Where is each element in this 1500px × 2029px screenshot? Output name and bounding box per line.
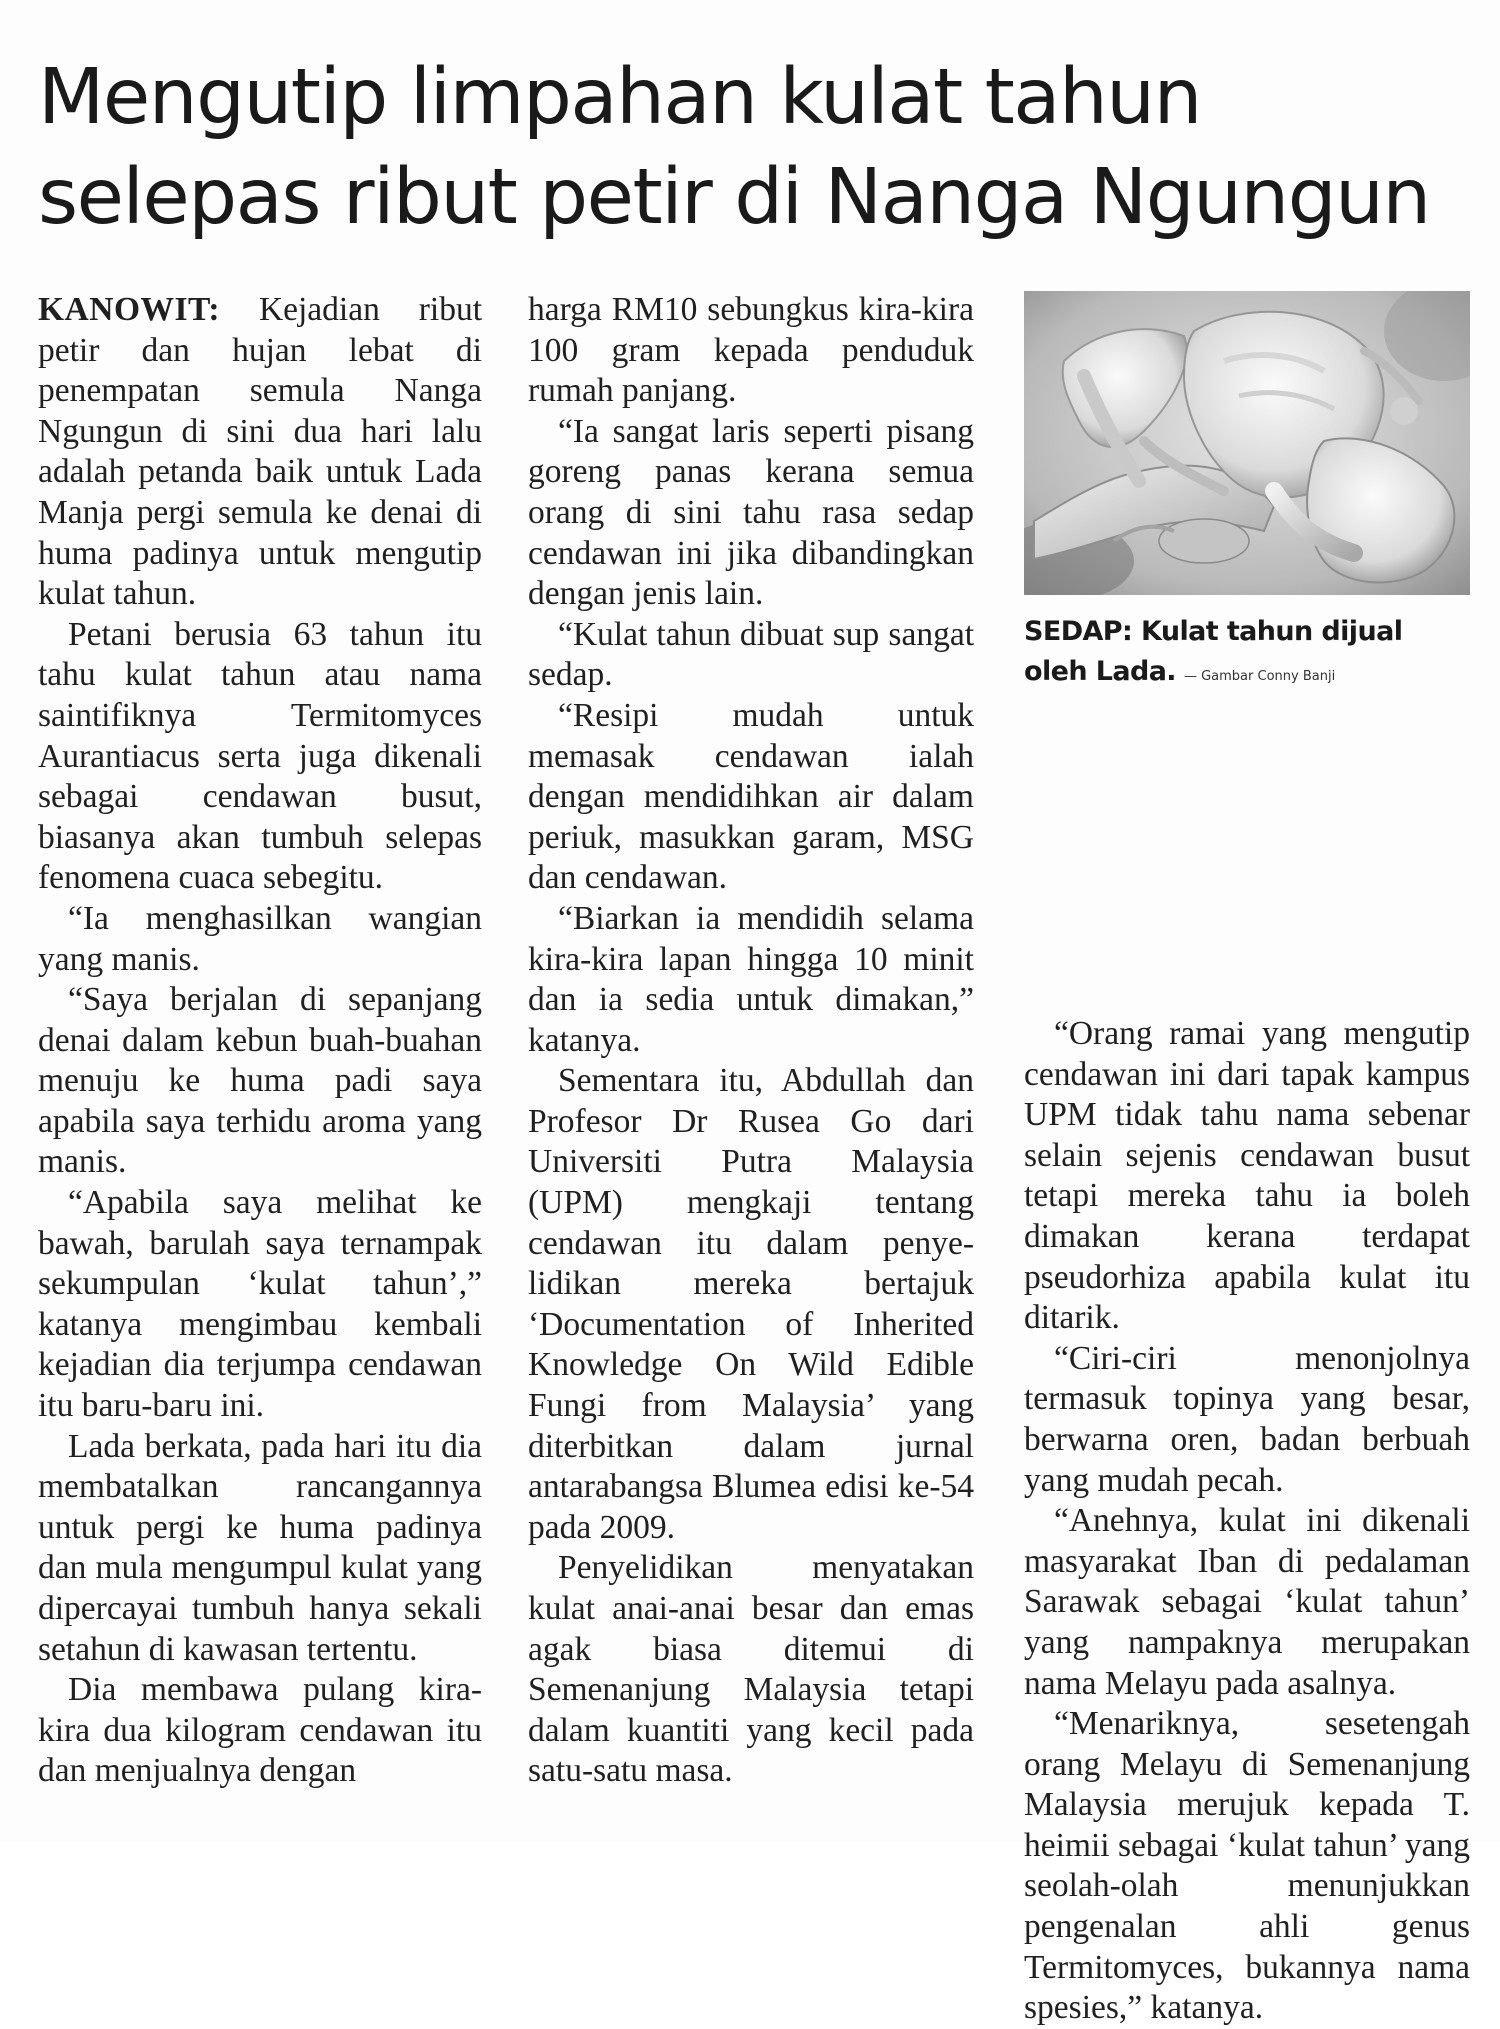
paragraph: “Ciri-ciri menonjolnya termasuk topinya yang besar, berwarna oren, badan berbuah yang mudah pecah. (1024, 1339, 1470, 1499)
paragraph: “Anehnya, kulat ini dikenali masyarakat Iban di pedalaman Sarawak sebagai ‘kulat tahun’ yang nampaknya merupakan nama Melayu pada asalnya. (1024, 1502, 1470, 1702)
dateline: KANOWIT: (38, 291, 221, 328)
article-column-1 (38, 290, 482, 1792)
photo-credit: — Gambar Conny Banji (1183, 669, 1336, 684)
mushroom-photo (1024, 291, 1470, 595)
paragraph-text: Kejadian ribut petir dan hujan lebat di penempatan semula Nanga Ngungun di sini dua hari lalu adalah petanda baik untuk Lada Manja pergi semula ke denai di huma padinya untuk mengutip kulat tahun. (38, 291, 482, 613)
paragraph: “Kulat tahun dibuat sup sangat sedap. (528, 615, 974, 694)
headline (38, 48, 1468, 248)
paragraph: “Apabila saya melihat ke bawah, barulah saya ternampak sekumpulan ‘kulat tahun’,” katanya mengimbau kembali kejadian dia terjumpa cendawan itu baru-baru ini. (38, 1184, 482, 1425)
paragraph (38, 290, 482, 615)
article-column-3 (1024, 1014, 1470, 2029)
paragraph: “Resipi mudah untuk memasak cendawan ialah dengan mendidihkan air dalam periuk, masukkan garam, MSG dan cendawan. (528, 696, 974, 897)
paragraph: “Orang ramai yang mengutip cendawan ini dari tapak kampus UPM tidak tahu nama sebenar selain sejenis cendawan busut tetapi mereka tahu ia boleh dimakan kerana terdapat pseudorhiza apabila kulat itu ditarik. (1024, 1015, 1470, 1337)
paragraph: harga RM10 sebungkus kira-kira 100 gram kepada penduduk rumah panjang. (528, 291, 974, 410)
paragraph: “Saya berjalan di sepanjang denai dalam kebun buah-buahan menuju ke huma padi saya apabila saya terhidu aroma yang manis. (38, 981, 482, 1181)
caption-text: SEDAP: Kulat tahun dijual oleh Lada. (1024, 616, 1403, 687)
paragraph: “Biarkan ia mendidih selama kira-kira lapan hingga 10 minit dan ia sedia untuk dimakan,” katanya. (528, 899, 974, 1059)
headline-line-1: Mengutip limpahan kulat tahun (38, 53, 1201, 142)
paragraph: “Menariknya, sesetengah orang Melayu di Semenanjung Malaysia merujuk kepada T. heimii sebagai ‘kulat tahun’ yang seolah-olah menunjukkan pengenalan ahli genus Termitomyces, bukannya nama spesies,” katanya. (1024, 1705, 1470, 2027)
paragraph: Petani berusia 63 tahun itu tahu kulat tahun atau nama saintifiknya Termitomyces Aurantiacus serta juga dikenali sebagai cendawan busut, biasanya akan tumbuh selepas fenomena cuaca sebegitu. (38, 615, 482, 897)
paragraph: “Ia sangat laris seperti pisang goreng panas kerana semua orang di sini tahu rasa sedap cendawan ini jika dibandingkan dengan jenis lain. (528, 412, 974, 613)
article-column-2 (528, 290, 974, 1792)
paragraph: Dia membawa pulang kira-kira dua kilogram cendawan itu dan menjualnya dengan (38, 1671, 482, 1790)
paragraph: Sementara itu, Abdullah dan Profesor Dr Rusea Go dari Universiti Putra Malaysia (UPM) mengkaji tentang cendawan itu dalam penyelidikan mereka bertajuk ‘Documentation of Inherited Knowledge On Wild Edible Fungi from Malaysia’ yang diterbitkan dalam jurnal antarabangsa Blumea edisi ke-54 pada 2009. (528, 1062, 974, 1546)
headline-line-2: selepas ribut petir di Nanga Ngungun (38, 153, 1430, 242)
paragraph: “Ia menghasilkan wangian yang manis. (38, 899, 482, 978)
paragraph: Lada berkata, pada hari itu dia membatalkan rancangannya untuk pergi ke huma padinya dan mula mengumpul kulat yang dipercayai tumbuh hanya sekali setahun di kawasan tertentu. (38, 1427, 482, 1668)
photo-caption (1024, 612, 1470, 697)
paragraph: Penyelidikan menyatakan kulat anai-anai besar dan emas agak biasa ditemui di Semenanjung Malaysia tetapi dalam kuantiti yang kecil pada satu-satu masa. (528, 1549, 974, 1790)
